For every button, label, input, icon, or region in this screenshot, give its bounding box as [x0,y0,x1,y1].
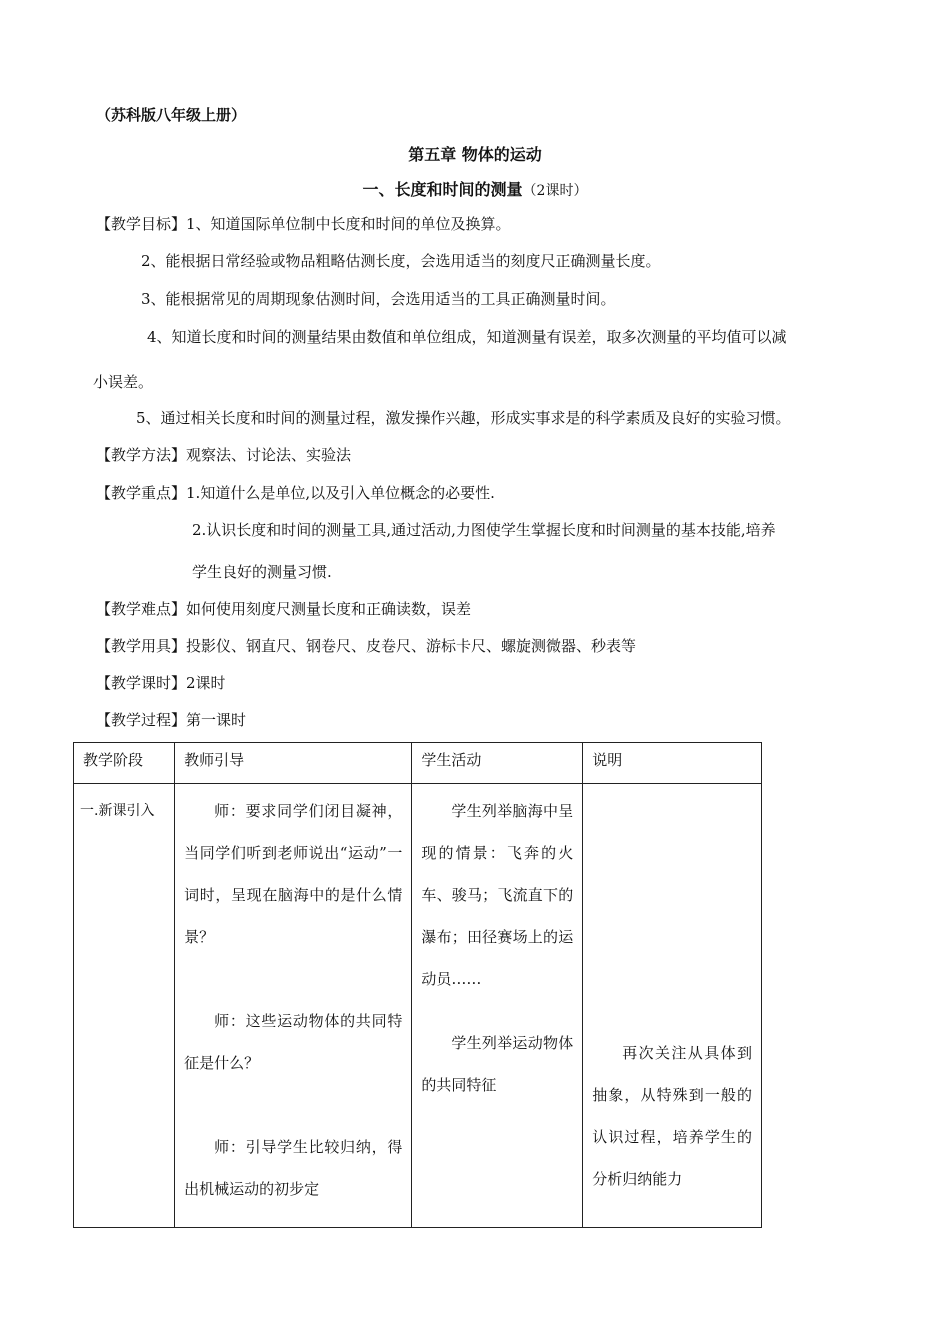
difficulty-line [96,598,471,619]
table-header-row [74,743,762,784]
method-label: 【教学方法】 [96,446,187,464]
note-cell [583,784,762,1228]
key-line-1 [96,482,495,503]
lesson-title [0,177,950,200]
lesson-title-text: 一、长度和时间的测量 [362,180,523,199]
student-cell [412,784,583,1228]
key-point-2-cont: 学生良好的测量习惯. [192,563,332,581]
goals-line-1 [96,213,511,234]
header-stage: 教学阶段 [74,743,175,784]
stage-cell: 一.新课引入 [74,784,175,1228]
teacher-para-2: 师：这些运动物体的共同特征是什么？ [184,1012,403,1072]
note-para: 再次关注从具体到抽象，从特殊到一般的认识过程，培养学生的分析归纳能力 [592,1044,752,1188]
student-para-2: 学生列举运动物体的共同特征 [421,1034,574,1094]
process-label: 【教学过程】 [96,711,187,729]
method-line [96,444,351,465]
header-note: 说明 [583,743,762,784]
goal-2: 2、能根据日常经验或物品粗略估测长度，会选用适当的刻度尺正确测量长度。 [141,252,661,270]
teacher-cell [175,784,412,1228]
teacher-para-3: 师：引导学生比较归纳，得出机械运动的初步定 [184,1138,403,1198]
process-text: 第一课时 [186,711,247,729]
goal-5: 5、通过相关长度和时间的测量过程，激发操作兴趣，形成实事求是的科学素质及良好的实验习惯。 [136,409,791,427]
method-text: 观察法、讨论法、实验法 [186,446,352,464]
header-student: 学生活动 [412,743,583,784]
tools-label: 【教学用具】 [96,637,187,655]
goal-4: 4、知道长度和时间的测量结果由数值和单位组成，知道测量有误差，取多次测量的平均值可以减 [147,328,787,346]
tools-line [96,635,636,656]
goal-1: 1、知道国际单位制中长度和时间的单位及换算。 [186,215,511,233]
goal-4-cont: 小误差。 [93,373,154,391]
process-line [96,709,246,730]
key-point-1: 1.知道什么是单位,以及引入单位概念的必要性. [186,484,495,502]
hours-line [96,672,226,693]
goal-3: 3、能根据常见的周期现象估测时间，会选用适当的工具正确测量时间。 [141,290,616,308]
lesson-plan-table [73,742,762,1228]
lesson-hours: （2课时） [522,183,588,199]
tools-text: 投影仪、钢直尺、钢卷尺、皮卷尺、游标卡尺、螺旋测微器、秒表等 [186,637,637,655]
student-para-1: 学生列举脑海中呈现的情景：飞奔的火车、骏马；飞流直下的瀑布；田径赛场上的运动员…… [421,802,574,988]
chapter-title: 第五章 物体的运动 [408,145,542,164]
difficulty-text: 如何使用刻度尺测量长度和正确读数，误差 [186,600,472,618]
hours-label: 【教学课时】 [96,674,187,692]
key-point-2: 2.认识长度和时间的测量工具,通过活动,力图使学生掌握长度和时间测量的基本技能,培养 [192,521,776,539]
edition-label: （苏科版八年级上册） [96,106,247,124]
spacer [184,958,402,1000]
teacher-para-1: 师：要求同学们闭目凝神，当同学们听到老师说出“运动”一词时，呈现在脑海中的是什么情景？ [184,802,403,946]
key-label: 【教学重点】 [96,484,187,502]
difficulty-label: 【教学难点】 [96,600,187,618]
goals-label: 【教学目标】 [96,215,187,233]
spacer [184,1084,402,1126]
hours-text: 2课时 [186,674,226,692]
header-teacher: 教师引导 [175,743,412,784]
table-row [74,784,762,1228]
